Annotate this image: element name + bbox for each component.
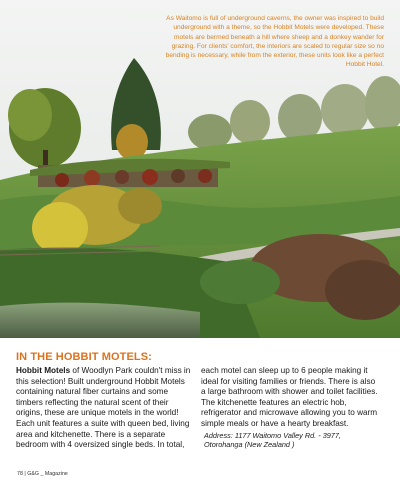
photo-caption: As Waitomo is full of underground caverns, the owner was inspired to build underground with a theme, so the Hobbit Motels were developed. These motels are bermed beneath a hill where sheep and a donkey wander for grazing. For clients' comfort, the interiors are scaled to regular size so no bending is necessary, while from the exterior, these units look like a perfect Hobbit Hotel.	[165, 15, 384, 69]
section-heading: IN THE HOBBIT MOTELS:	[16, 351, 152, 363]
address-text: Address: 1177 Waitomo Valley Rd. - 3977, Otorohanga (New Zealand )	[204, 430, 341, 449]
distant-tree	[321, 84, 369, 136]
left-tree-highlight	[8, 89, 52, 141]
yellow-tree-bright	[32, 202, 88, 254]
intro-text: of Woodlyn Park couldn't miss in this selection! Built underground Hobbit Motels containing natural fiber curtains and some timbers reflecting the natural scent of their origins, these are unique motels in the world!	[16, 366, 191, 418]
paragraph-units: Each unit features a suite with queen bed, living area and kitchenette. There is a separate bedroom with 4 oversized single beds. In total,	[16, 418, 190, 450]
yellow-tree-shade	[118, 188, 162, 224]
right-column	[201, 366, 381, 449]
bold-lead: Hobbit Motels	[16, 366, 71, 375]
page-footer: 78 | G&G _ Magazine	[17, 471, 68, 477]
paragraph-intro	[16, 366, 196, 419]
shrub	[200, 260, 280, 304]
left-column	[16, 366, 196, 451]
distant-tree	[230, 100, 270, 144]
paragraph-continued: each motel can sleep up to 6 people making it ideal for visiting families or friends. There is also a large bathroom with shower and toilet facilities. The kitchenette features an electric hob, refrigerator and microwave allowing you to warm simple meals or have a hearty breakfast.	[201, 366, 378, 428]
